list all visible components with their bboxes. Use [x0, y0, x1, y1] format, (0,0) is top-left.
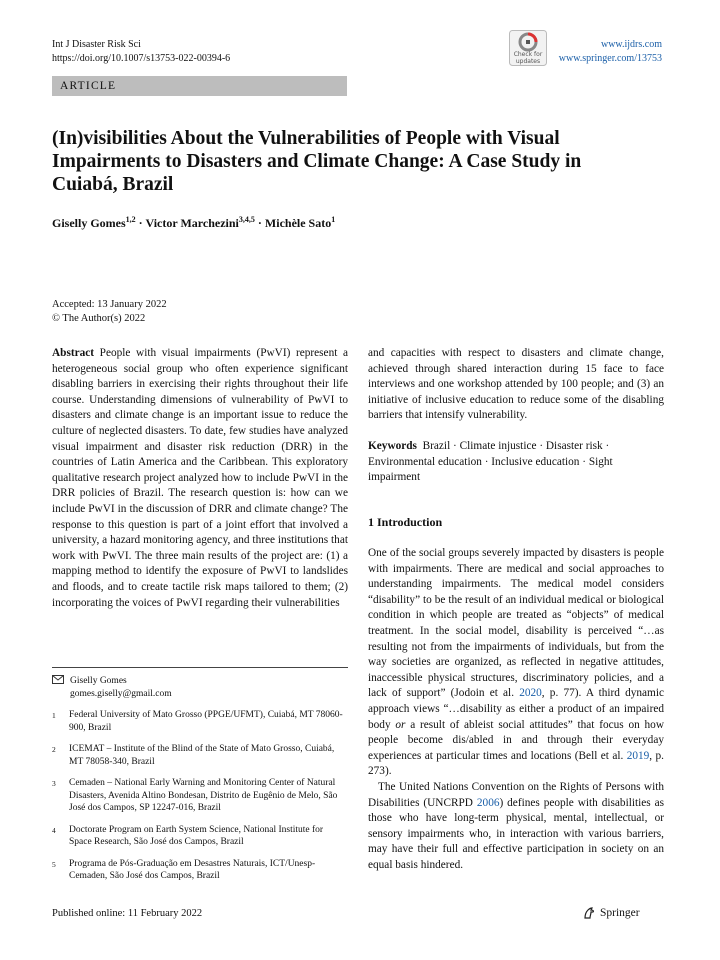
keywords-label: Keywords — [368, 439, 417, 452]
abstract-label: Abstract — [52, 347, 95, 359]
springer-horse-icon — [582, 906, 596, 920]
author-separator: · — [254, 216, 265, 230]
badge-line2: updates — [515, 58, 541, 65]
section-heading-introduction: 1 Introduction — [368, 515, 443, 529]
copyright-line: © The Author(s) 2022 — [52, 312, 146, 324]
author-name[interactable]: Michèle Sato — [264, 216, 332, 230]
correspondence — [52, 675, 348, 700]
affiliation-item: 3 Cemaden – National Early Warning and Monitoring Center of Natural Disasters, Avenida Altino Bondesan, Distrito de Eugênio de Melo, São José dos Campos, SP 12247-016, Brazil — [52, 778, 338, 813]
author-name[interactable]: Victor Marchezini — [145, 216, 239, 230]
author-name[interactable]: Giselly Gomes — [52, 216, 126, 230]
citation-link[interactable]: 2006 — [476, 796, 500, 809]
article-type-bar: ARTICLE — [52, 76, 347, 96]
correspondence-name: Giselly Gomes — [70, 676, 127, 686]
introduction-body — [368, 546, 664, 873]
footnote-divider — [52, 667, 348, 668]
journal-header — [52, 38, 230, 66]
abstract-text: People with visual impairments (PwVI) represent a heterogeneous social group who often experience significant disabling barriers in exercising their rights throughout their life course. Understanding dimensions of vulnerability of PwVI to disasters and climate change is an important issue to reduce the culture of neglected disasters. To date, few studies have analyzed visual impairment and disaster risk reduction (DRR) in the countries of Latin America and the Caribbean. This exploratory qualitative research project analyzed how to include PwVI in the DRR policies of Brazil. The research question is: how can we include PwVI in the discussion of DRR and climate change? The response to this question is part of a joint effort that involved a university, a hazard monitoring agency, and three institutions that work with PwVI. The three main results of the project are: (1) a mapping method to identify the exposure of PwVI to landslides and floods, and to create tactile risk maps tailored to them; (2) incorporating the voices of PwVI regarding their vulnerabilities — [52, 347, 348, 609]
envelope-icon — [52, 675, 70, 700]
citation-link[interactable]: 2020 — [519, 687, 542, 700]
author-affil: 3,4,5 — [238, 215, 255, 224]
affiliation-item: 1 Federal University of Mato Grosso (PPGE/UFMT), Cuiabá, MT 78060-900, Brazil — [52, 710, 343, 733]
journal-name: Int J Disaster Risk Sci — [52, 39, 141, 50]
accepted-date: Accepted: 13 January 2022 — [52, 299, 167, 310]
journal-url[interactable]: www.ijdrs.com — [600, 39, 662, 50]
author-list — [52, 215, 335, 231]
publisher-logo — [582, 906, 640, 920]
check-for-updates-badge[interactable] — [509, 30, 547, 66]
abstract-right-column — [368, 346, 664, 486]
paper-title: (In)visibilities About the Vulnerabilities of People with Visual Impairments to Disasters and Climate Change: A Case Study in Cuiabá, Brazil — [52, 128, 582, 195]
journal-urls — [552, 38, 662, 66]
publisher-name: Springer — [600, 907, 640, 919]
author-affil: 1 — [331, 215, 336, 224]
correspondence-email[interactable]: gomes.giselly@gmail.com — [70, 688, 172, 699]
springer-url[interactable]: www.springer.com/13753 — [558, 53, 662, 64]
affiliation-item: 2 ICEMAT – Institute of the Blind of the State of Mato Grosso, Cuiabá, MT 78058-340, Brazil — [52, 744, 335, 767]
abstract-left-column — [52, 346, 348, 611]
article-dates — [52, 298, 167, 325]
keywords-text: Brazil · Climate injustice · Disaster risk · Environmental education · Inclusive education · Sight impairment — [368, 439, 613, 484]
intro-paragraph-1: One of the social groups severely impacted by disasters is people with impairments. There are medical and social approaches to understanding impairments. The medical model considers “disability” to be the result of an individual medical or biological condition in which people are treated as “objects” of medical treatment. In the social model, disability is perceived “…as resulting not from the impairments of individuals, but from the way societies are organized, as reflected in negative attitudes, inaccessible physical structures, discriminatory policies, and a lack of support” (Jodoin et al. 2020, p. 77). A third dynamic approach views “…disability as either a product of an impaired body or a result of ableist social attitudes” that focus on how people become dis/abled in and through their everyday experiences at particular times and locations (Bell et al. 2019, p. 273). — [368, 547, 665, 778]
footnotes — [52, 675, 348, 883]
citation-link[interactable]: 2019 — [626, 749, 650, 762]
doi-link[interactable]: https://doi.org/10.1007/s13753-022-00394-6 — [52, 53, 231, 64]
abstract-continued: and capacities with respect to disasters and climate change, achieved through shared interaction during 15 face to face interviews and one workshop attended by 100 people; and (3) an initiative of inclusive education to reduce some of the disabling barriers that intensify vulnerability. — [368, 347, 664, 422]
published-date: Published online: 11 February 2022 — [52, 908, 203, 919]
intro-paragraph-2: The United Nations Convention on the Rights of Persons with Disabilities (UNCRPD 2006) defines people with disabilities as those who have long-term physical, mental, intellectual, or sensory impairments who, in interaction with various barriers, may have their full and effective participation in society on an equal basis hindered. — [368, 780, 665, 871]
author-separator: · — [135, 216, 146, 230]
check-for-updates-icon — [509, 30, 547, 66]
affiliation-item: 4 Doctorate Program on Earth System Science, National Institute for Space Research, São José dos Campos, Brazil — [52, 824, 324, 847]
author-affil: 1,2 — [125, 215, 136, 224]
affiliation-item: 5 Programa de Pós-Graduação em Desastres Naturais, ICT/Unesp-Cemaden, São José dos Campos, Brazil — [52, 858, 316, 881]
badge-line1: Check for — [513, 51, 543, 58]
